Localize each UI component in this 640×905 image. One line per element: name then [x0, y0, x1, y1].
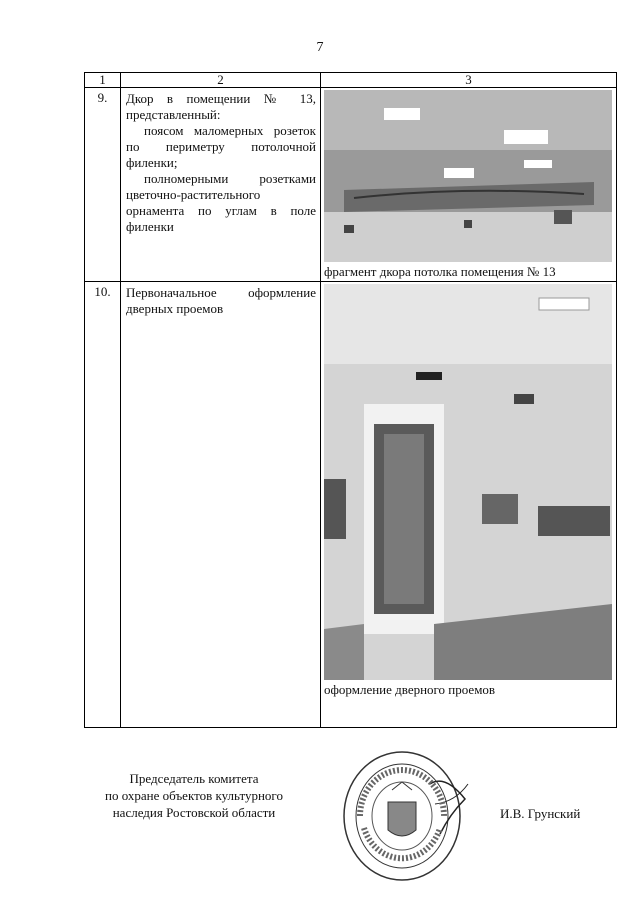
- signatory-line: Председатель комитета: [129, 771, 259, 786]
- table-header-row: [85, 73, 617, 88]
- row-description: [121, 88, 321, 282]
- row-description: [121, 282, 321, 728]
- photo-caption: фрагмент дкора потолка помещения № 13: [324, 264, 556, 279]
- table-row: [85, 88, 617, 282]
- row-number: 9.: [85, 88, 121, 282]
- signatory-line: по охране объектов культурного: [105, 788, 283, 803]
- image-cell: [321, 88, 617, 282]
- ceiling-photo: [324, 90, 612, 262]
- description-line: поясом маломерных розеток по периметру потолочной филенки;: [126, 123, 316, 170]
- official-seal: [340, 744, 470, 894]
- doorway-photo: [324, 284, 612, 680]
- image-cell: [321, 282, 617, 728]
- column-header: 2: [121, 73, 321, 88]
- description-line: Дкор в помещении № 13, представленный:: [126, 91, 316, 122]
- signatory-name: И.В. Грунский: [500, 806, 581, 821]
- table-row: [85, 282, 617, 728]
- photo-caption: оформление дверного проемов: [324, 682, 496, 697]
- heritage-table: [84, 72, 617, 728]
- column-header: 3: [321, 73, 617, 88]
- page-number: 7: [316, 40, 324, 55]
- column-header: 1: [85, 73, 121, 88]
- signatory-line: наследия Ростовской области: [112, 805, 276, 820]
- signatory-title: [84, 770, 304, 821]
- description-line: Первоначальное оформление дверных проемов: [126, 285, 316, 316]
- description-line: полномерными розетками цветочно-растительного орнамента по углам в поле филенки: [126, 171, 316, 234]
- row-number: 10.: [85, 282, 121, 728]
